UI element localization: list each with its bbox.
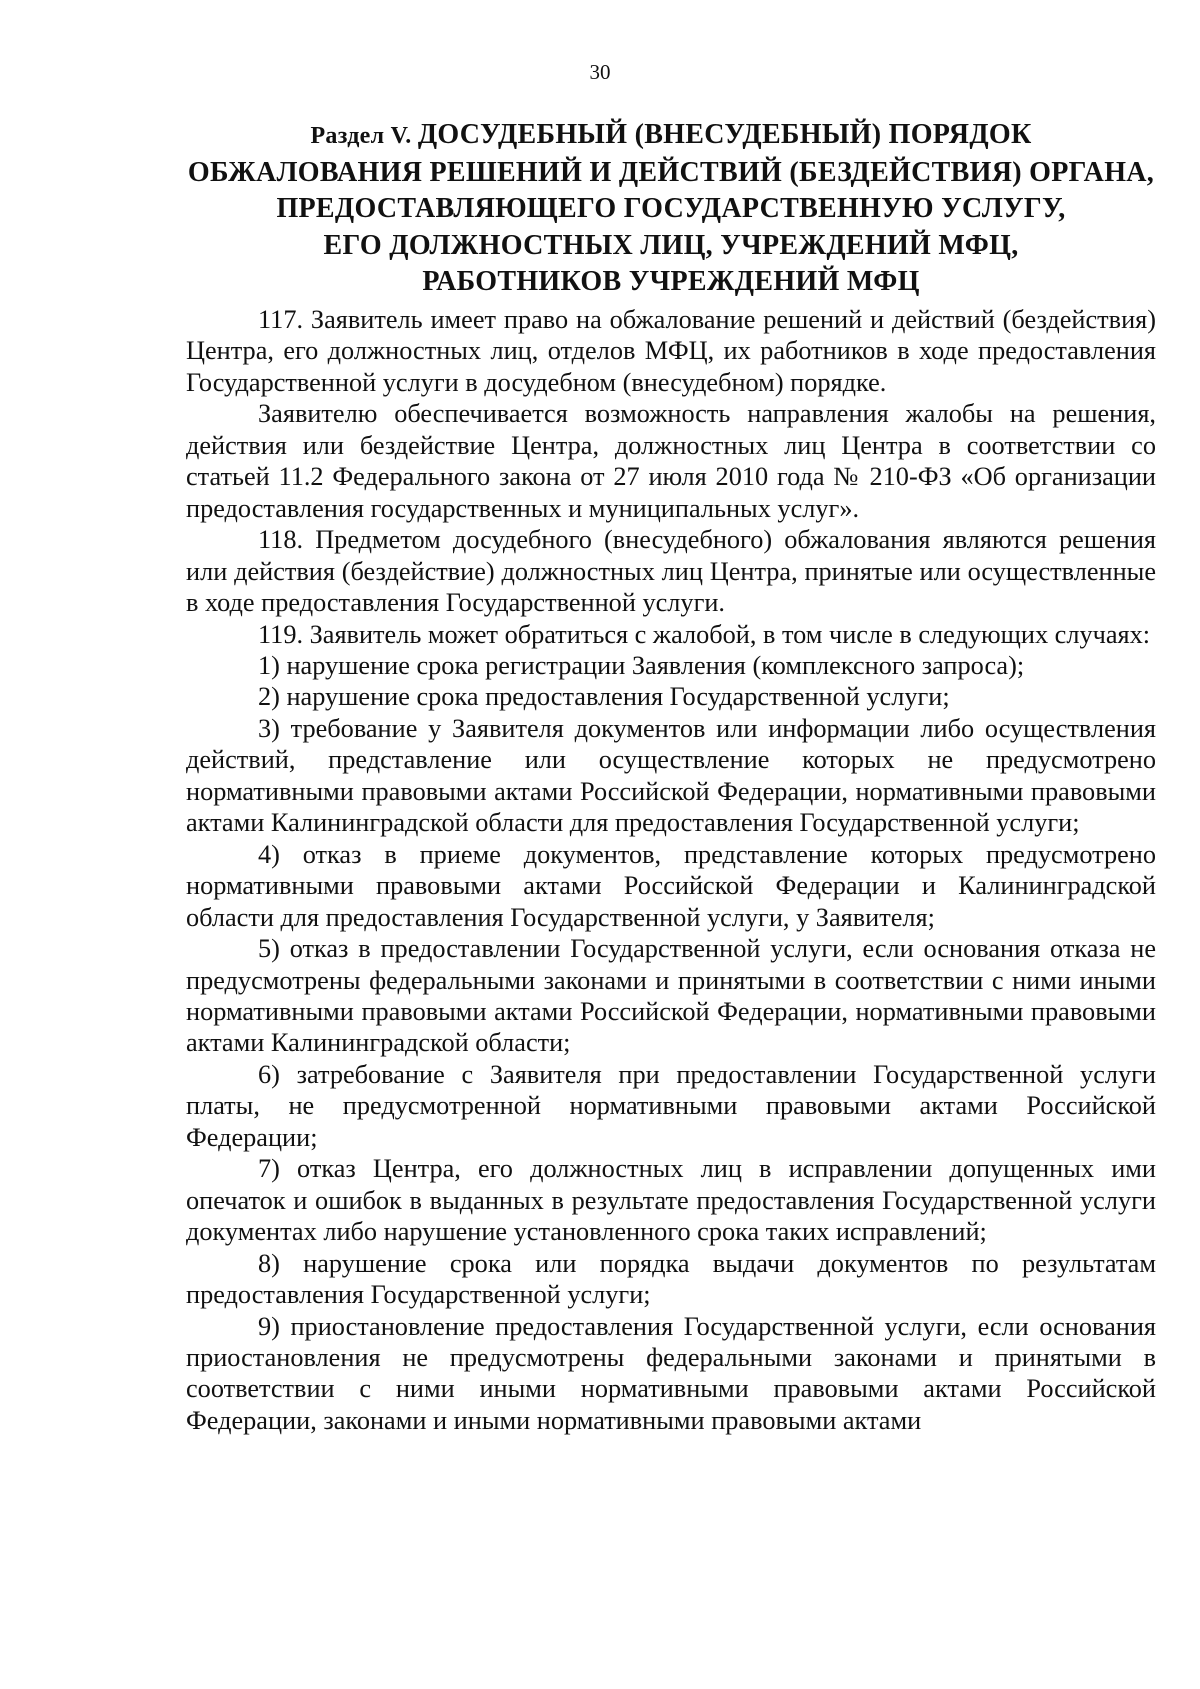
list-item-3: 3) требование у Заявителя документов или информации либо осуществления действий, представление или осуществление которых не предусмотрено нормативными правовыми актами Российской Федерации, нормативными правовыми актами Калининградской области для предоставления Государственной услуги; — [186, 713, 1156, 838]
list-item-9: 9) приостановление предоставления Государственной услуги, если основания приостановления не предусмотрены федеральными законами и принятыми в соответствии с ними иными нормативными правовыми актами Российской Федерации, законами и иными нормативными правовыми актами — [186, 1311, 1156, 1435]
heading-line-1-text: ДОСУДЕБНЫЙ (ВНЕСУДЕБНЫЙ) ПОРЯДОК — [417, 119, 1032, 150]
heading-line-1 — [186, 117, 1156, 155]
list-item-7: 7) отказ Центра, его должностных лиц в исправлении допущенных ими опечаток и ошибок в выданных в результате предоставления Государственной услуги документах либо нарушение установленного срока таких исправлений; — [186, 1154, 1156, 1247]
list-item-8: 8) нарушение срока или порядка выдачи документов по результатам предоставления Государственной услуги; — [186, 1248, 1156, 1310]
list-item-2: 2) нарушение срока предоставления Государственной услуги; — [258, 682, 950, 712]
heading-line-5: РАБОТНИКОВ УЧРЕЖДЕНИЙ МФЦ — [422, 266, 920, 297]
page-number: 30 — [589, 60, 611, 84]
list-item-6: 6) затребование с Заявителя при предоставлении Государственной услуги платы, не предусмотренной нормативными правовыми актами Российской Федерации; — [186, 1059, 1156, 1152]
list-item-4: 4) отказ в приеме документов, представление которых предусмотрено нормативными правовыми актами Российской Федерации и Калининградской области для предоставления Государственной услуги, у Заявителя; — [186, 839, 1156, 932]
heading-line-2: ОБЖАЛОВАНИЯ РЕШЕНИЙ И ДЕЙСТВИЙ (БЕЗДЕЙСТВИЯ) ОРГАНА, — [187, 156, 1155, 188]
list-item-1: 1) нарушение срока регистрации Заявления (комплексного запроса); — [258, 650, 1025, 680]
list-item-5: 5) отказ в предоставлении Государственной услуги, если основания отказа не предусмотрены федеральными законами и принятыми в соответствии с ними иными нормативными правовыми актами Российской Федерации, нормативными правовыми актами Калининградской области; — [186, 934, 1156, 1058]
paragraph-119: 119. Заявитель может обратиться с жалобой, в том числе в следующих случаях: — [258, 619, 1151, 649]
heading-line-3: ПРЕДОСТАВЛЯЮЩЕГО ГОСУДАРСТВЕННУЮ УСЛУГУ, — [276, 193, 1066, 224]
paragraph-118: 118. Предметом досудебного (внесудебного) обжалования являются решения или действия (бездействие) должностных лиц Центра, принятые или осуществленные в ходе предоставления Государственной услуги. — [186, 525, 1156, 618]
paragraph-117: 117. Заявитель имеет право на обжалование решений и действий (бездействия) Центра, его должностных лиц, отделов МФЦ, их работников в ходе предоставления Государственной услуги в досудебном (внесудебном) порядке. — [186, 305, 1156, 397]
body-text — [186, 304, 1156, 1436]
heading-section-label: Раздел V. — [310, 123, 418, 149]
section-heading — [186, 117, 1156, 301]
heading-line-4: ЕГО ДОЛЖНОСТНЫХ ЛИЦ, УЧРЕЖДЕНИЙ МФЦ, — [323, 229, 1019, 261]
paragraph-117-complaint: Заявителю обеспечивается возможность направления жалобы на решения, действия или бездействие Центра, должностных лиц Центра в соответствии со статьей 11.2 Федерального закона от 27 июля 2010 года № 210-ФЗ «Об организации предоставления государственных и муниципальных услуг». — [186, 399, 1156, 523]
